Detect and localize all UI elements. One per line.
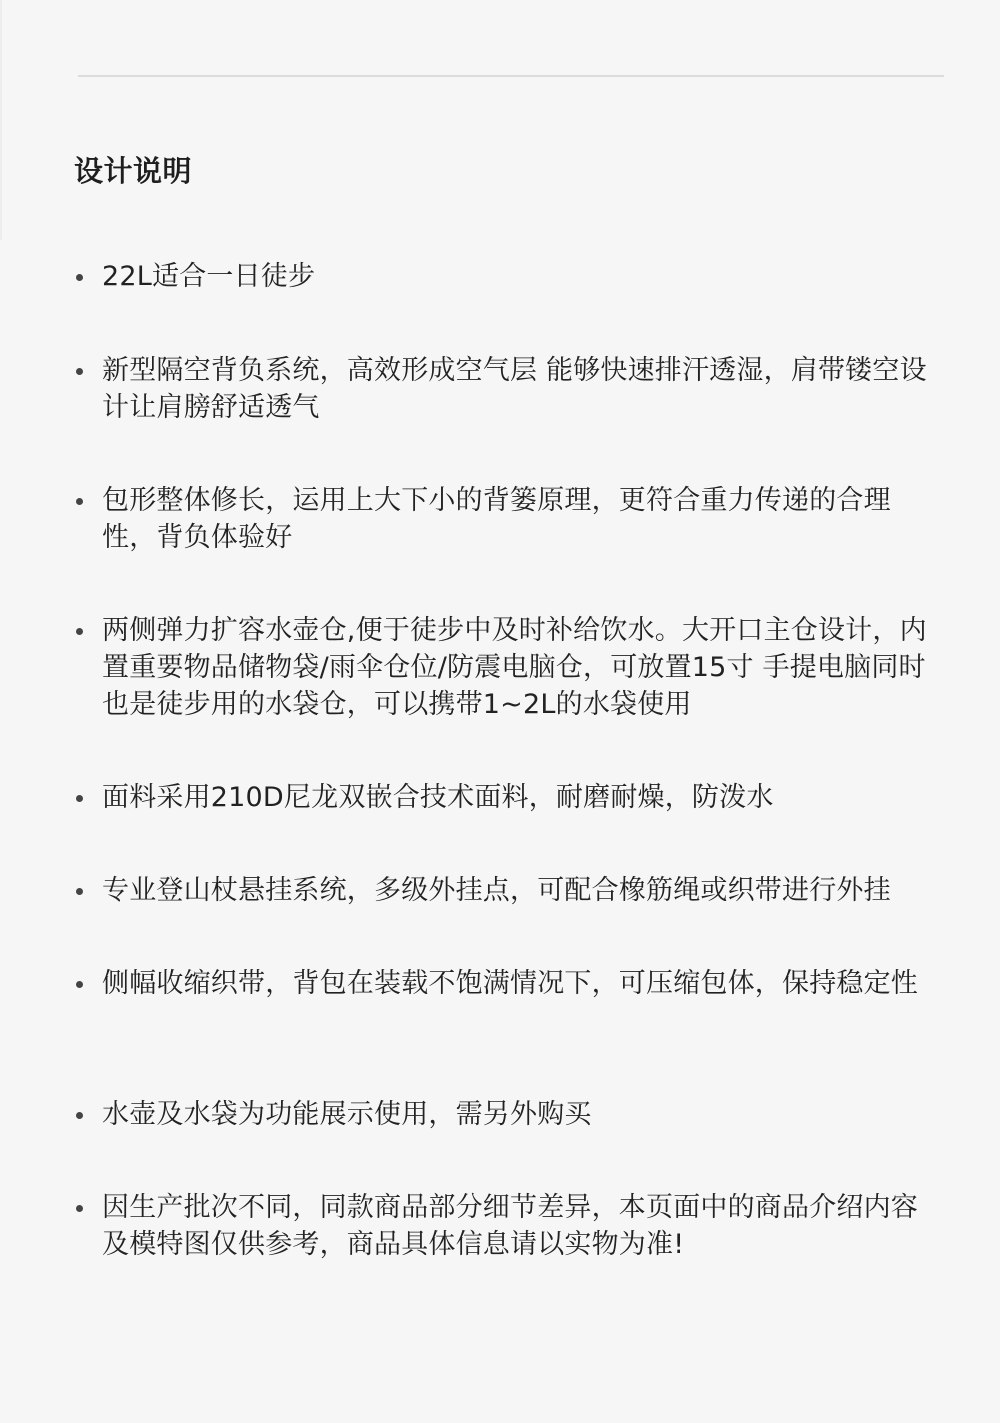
feature-text: 侧幅收缩织带，背包在装载不饱满情况下，可压缩包体，保持稳定性 xyxy=(102,968,918,999)
bullet-icon xyxy=(72,872,102,910)
bullet-icon xyxy=(72,779,102,817)
top-divider xyxy=(78,75,944,77)
feature-item-compression xyxy=(72,965,942,1003)
feature-text: 面料采用210D尼龙双嵌合技术面料，耐磨耐燥，防泼水 xyxy=(102,782,774,813)
section-title: 设计说明 xyxy=(74,154,193,188)
bullet-icon xyxy=(72,482,102,520)
feature-text: 包形整体修长，运用上大下小的背篓原理，更符合重力传递的合理性，背负体验好 xyxy=(102,485,891,553)
bullet-icon xyxy=(72,612,102,650)
feature-text: 新型隔空背负系统，高效形成空气层 能够快速排汗透湿，肩带镂空设计让肩膀舒适透气 xyxy=(102,355,927,423)
left-edge-mark xyxy=(0,0,2,240)
feature-item-shape xyxy=(72,482,942,556)
feature-item-trekking-pole xyxy=(72,872,942,910)
feature-item-back-system xyxy=(72,352,942,426)
feature-text: 两侧弹力扩容水壶仓,便于徒步中及时补给饮水。大开口主仓设计，内置重要物品储物袋/雨伞仓位/防震电脑仓，可放置15寸 手提电脑同时也是徒步用的水袋仓，可以携带1~2L的水袋使用 xyxy=(102,615,927,720)
bullet-icon xyxy=(72,1189,102,1227)
bullet-icon xyxy=(72,965,102,1003)
feature-item-fabric xyxy=(72,779,942,817)
feature-text: 因生产批次不同，同款商品部分细节差异，本页面中的商品介绍内容及模特图仅供参考，商品具体信息请以实物为准! xyxy=(102,1192,918,1260)
feature-text: 专业登山杖悬挂系统，多级外挂点，可配合橡筋绳或织带进行外挂 xyxy=(102,875,891,906)
feature-item-capacity xyxy=(72,258,942,296)
bullet-icon xyxy=(72,258,102,296)
feature-text: 水壶及水袋为功能展示使用，需另外购买 xyxy=(102,1099,592,1130)
feature-text: 22L适合一日徒步 xyxy=(102,261,316,292)
bullet-icon xyxy=(72,1096,102,1134)
feature-item-disclaimer xyxy=(72,1189,942,1263)
feature-item-bottle-note xyxy=(72,1096,942,1134)
feature-item-storage xyxy=(72,612,942,723)
bullet-icon xyxy=(72,352,102,390)
